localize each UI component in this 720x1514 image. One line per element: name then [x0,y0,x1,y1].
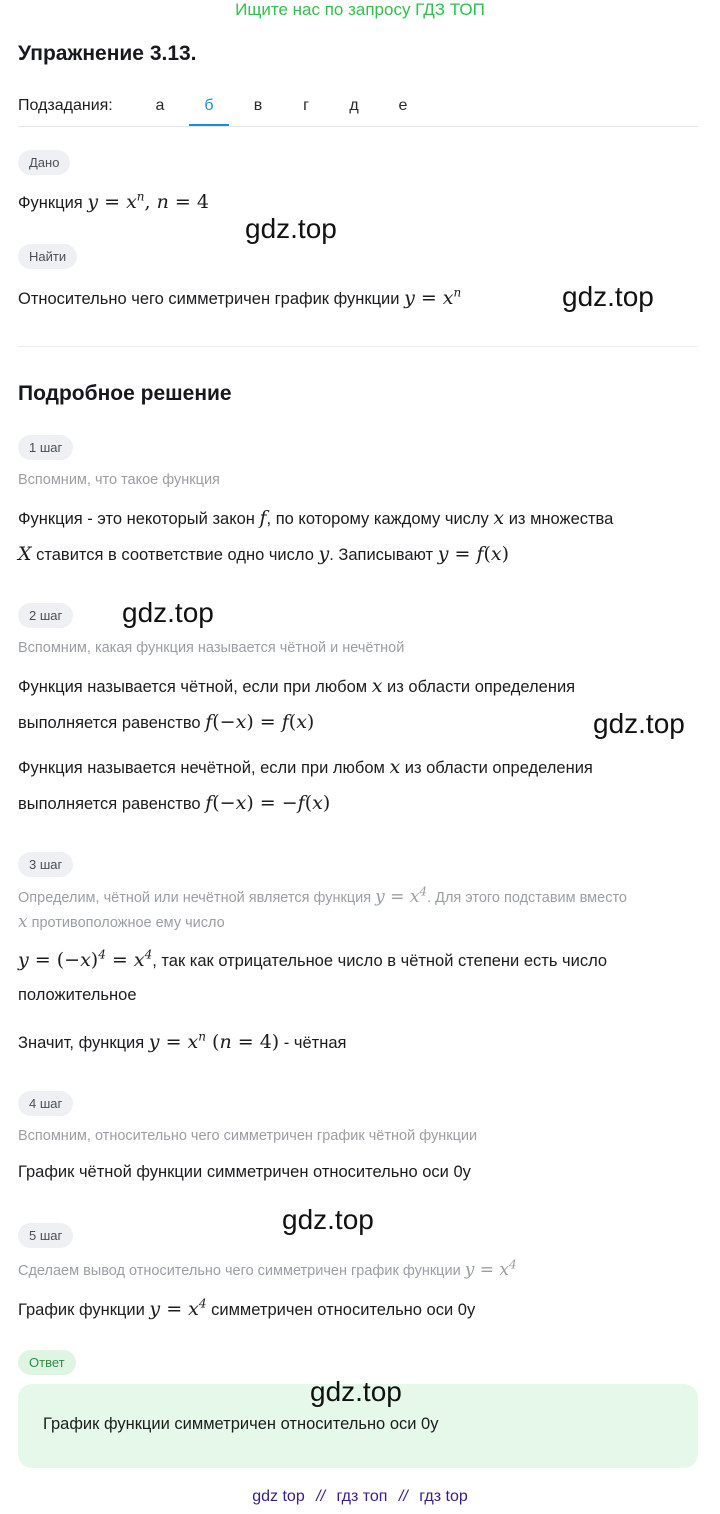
exercise-title: Упражнение 3.13. [18,42,197,65]
step3-conclusion [18,1028,346,1057]
step2-hint: Вспомним, какая функция называется чётной и нечётной [18,640,405,656]
footer-link-3[interactable]: гдз top [419,1488,468,1505]
watermark: gdz.top [122,597,214,628]
step1-line1 [18,504,708,533]
step2-odd-line2 [18,789,330,818]
footer-link-1[interactable]: gdz top [252,1488,305,1505]
tab-e[interactable]: е [398,97,408,114]
step1-badge-label: 1 шаг [18,435,73,460]
tab-a[interactable]: а [155,97,165,114]
step3-badge-label: 3 шаг [18,852,73,877]
step3-hint-b: . Для этого подставим вместо [427,890,627,906]
top-banner: Ищите нас по запросу ГДЗ ТОП [235,0,485,19]
step3-concl-b: - чётная [283,1034,347,1052]
step3-hint [18,884,708,911]
answer-badge [18,1350,76,1375]
step5-hint [18,1257,517,1284]
watermark: gdz.top [562,281,654,312]
footer-link-2[interactable]: гдз топ [336,1488,388,1505]
tab-d[interactable]: д [349,97,359,114]
given-badge-label: Дано [18,150,70,175]
step2-badge [18,603,73,628]
step1-text-d: ставится в соответствие одно число [36,546,314,564]
step1-text-e: . Записывают [329,546,434,564]
step1-text-c: из множества [508,510,614,528]
tab-b[interactable]: б [189,92,229,126]
find-badge [18,244,77,269]
step1-line2 [18,540,708,569]
watermark: gdz.top [245,213,337,244]
answer-badge-label: Ответ [18,1350,76,1375]
step2-even-c: выполняется равенство [18,714,201,732]
given-formula: $y = x^n$, n = 4 [87,189,209,213]
step2-odd-b: из области определения [404,759,593,777]
tab-v[interactable]: в [253,97,263,114]
step4-hint: Вспомним, относительно чего симметричен график чётной функции [18,1128,478,1144]
section-divider [18,346,698,347]
step3-badge [18,852,73,877]
find-formula: $y = x^n$ [404,285,462,309]
step1-badge [18,435,73,460]
find-badge-label: Найти [18,244,77,269]
step1-y: y [318,543,330,565]
subtasks-label: Подзадания: [18,97,113,114]
footer-separator: // [398,1488,408,1505]
step3-line1 [18,946,708,975]
step3-hint-line2 [18,909,225,936]
step2-even-a: Функция называется чётной, если при любом [18,678,368,696]
step1-formula: y = f(x) [437,543,510,565]
step3-hint-formula: $y = x^4$ [375,884,428,907]
step3-formula: $y = (-x)^4 = x^4$ [18,947,153,971]
step3-concl-a: Значит, функция [18,1034,145,1052]
answer-text: График функции симметричен относительно оси 0y [43,1415,439,1433]
step2-odd-c: выполняется равенство [18,795,201,813]
step3-hint-x: x [18,912,28,932]
step2-even-x: x [371,675,383,697]
step1-text-b: , по которому каждому числу [266,510,489,528]
step2-odd-x: x [389,756,401,778]
step2-odd-a: Функция называется нечётной, если при любом [18,759,385,777]
given-text [18,188,209,217]
solution-title: Подробное решение [18,382,232,405]
step2-even-b: из области определения [387,678,576,696]
given-badge [18,150,70,175]
step5-text-a: График функции [18,1301,145,1319]
step2-badge-label: 2 шаг [18,603,73,628]
step5-hint-text: Сделаем вывод относительно чего симметричен график функции [18,1263,461,1279]
step4-text: График чётной функции симметричен относительно оси 0y [18,1163,471,1181]
step1-X: X [18,543,32,565]
step5-formula: $y = x^4$ [149,1296,207,1320]
step5-badge-label: 5 шаг [18,1223,73,1248]
step2-odd-line1 [18,753,708,782]
step1-hint: Вспомним, что такое функция [18,472,220,488]
find-text [18,284,461,313]
given-label: Функция [18,194,83,212]
tab-g[interactable]: г [303,97,309,114]
watermark: gdz.top [310,1376,402,1407]
step1-f: f [259,507,267,529]
step2-even-line1 [18,672,708,701]
step3-hint-a: Определим, чётной или нечётной является функция [18,890,372,906]
step3-line2: положительное [18,986,137,1004]
step5-text-b: симметричен относительно оси 0y [211,1301,476,1319]
subtasks-tabs [18,92,698,127]
step4-badge [18,1091,73,1116]
step5-badge [18,1223,73,1248]
step5-text [18,1295,475,1324]
watermark: gdz.top [593,708,685,739]
watermark: gdz.top [282,1204,374,1235]
footer-separator: // [316,1488,326,1505]
step2-odd-formula: f(−x) = −f(x) [205,792,331,814]
step2-even-line2 [18,708,314,737]
find-label: Относительно чего симметричен график функции [18,290,400,308]
step4-badge-label: 4 шаг [18,1091,73,1116]
step1-x: x [493,507,505,529]
step5-hint-formula: $y = x^4$ [464,1257,517,1280]
step3-text-a: , так как отрицательное число в чётной степени есть число [152,952,608,970]
step3-concl-formula: $y = x^n$ (n = 4) [148,1029,280,1053]
footer-links [0,1488,720,1506]
step2-even-formula: f(−x) = f(x) [205,711,315,733]
step3-hint-c: противоположное ему число [31,915,225,931]
step1-text-a: Функция - это некоторый закон [18,510,255,528]
